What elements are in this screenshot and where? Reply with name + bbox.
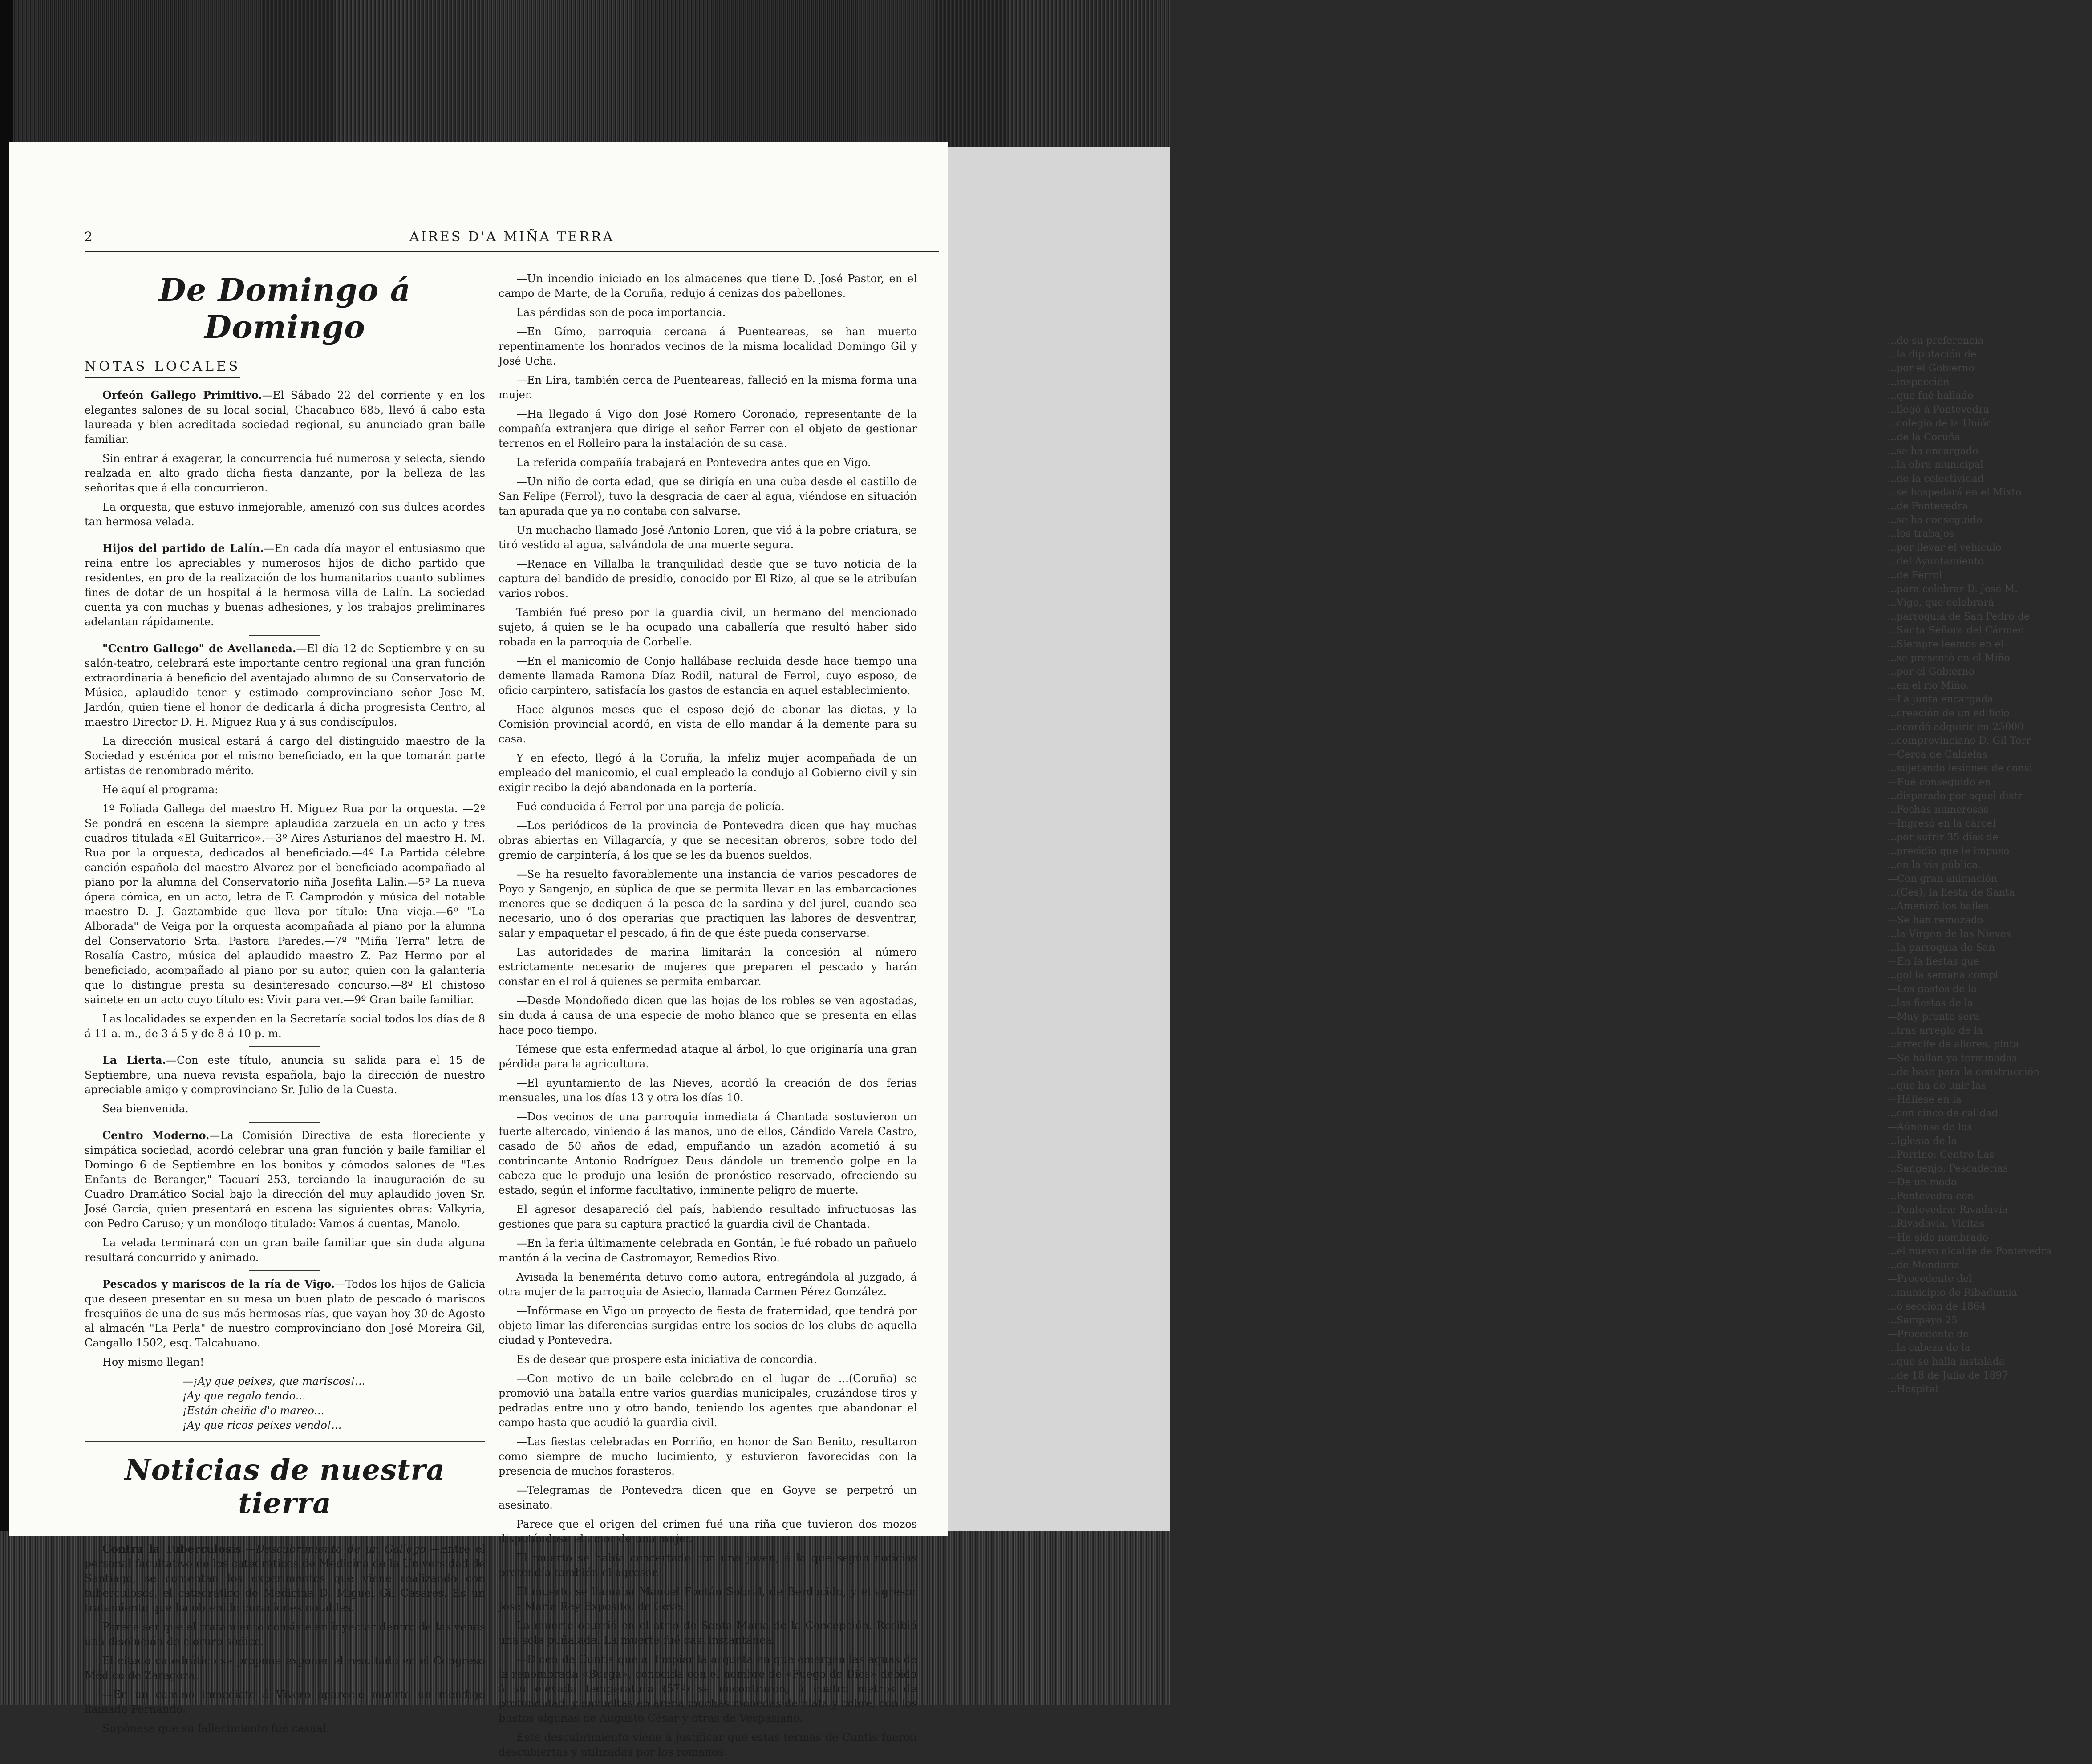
paragraph: Fué conducida á Ferrol por una pareja de policía. [516,800,785,813]
adjacent-page-line: —Hállese en la [1887,1094,1962,1105]
adjacent-page-strip [939,147,2052,1531]
adjacent-page-line: ...que se halla instalada [1887,1356,2005,1367]
article-centro-moderno [85,1128,485,1231]
article-lede: Orfeón Gallego Primitivo. [102,389,262,401]
header-rule [85,251,939,252]
section-title-domingo: De Domingo á Domingo [159,272,411,345]
adjacent-page-line: ...Fechas numerosas [1887,804,1989,815]
adjacent-page-line: —Fué conseguido en [1887,777,1991,788]
paragraph: Hoy mismo llegan! [102,1356,204,1368]
adjacent-page-line: ...Santa Señora del Cármen [1887,625,2025,636]
article-lede: "Centro Gallego" de Avellaneda. [102,642,296,655]
divider [249,635,320,636]
divider [249,1046,320,1047]
adjacent-page-line: ...Vigo, que celebrará [1887,597,1994,608]
adjacent-page-line: ...Amenizó los bailes [1887,901,1989,912]
article-lede: Hijos del partido de Lalín. [102,542,264,555]
paragraph: —Telegramas de Pontevedra dicen que en Goyve se perpetró un asesinato. [499,1484,917,1511]
paragraph: —Renace en Villalba la tranquilidad desde que se tuvo noticia de la captura del bandido de presidio, conocido por El Rizo, al que se le atribuían varios robos. [499,558,917,600]
left-column [85,272,485,1740]
divider [249,1122,320,1123]
adjacent-page-line: ...de Pontevedra [1887,501,1968,512]
article-pescados [85,1277,485,1350]
adjacent-page-line: ...Rivadavia, Vicitas [1887,1218,1985,1229]
adjacent-page-line: ...Hospital [1887,1384,1938,1395]
adjacent-page-line: ...que ha de unir las [1887,1080,1986,1091]
paragraph: Témese que esta enfermedad ataque al árbol, lo que originaría una gran pérdida para la agricultura. [499,1043,917,1070]
article-lierta [85,1053,485,1097]
article-text: —Con este título, anuncia su salida para el 15 de Septiembre, una nueva revista española, bajo la dirección de nuestro apreciable amigo y comprovinciano Sr. Julio de la Cuesta. [85,1054,486,1096]
adjacent-page-line: —Se han remozado [1887,915,1983,926]
adjacent-page-line: ...para celebrar D. José M. [1887,584,2018,595]
adjacent-page-line: ...la cabeza de la [1887,1342,1970,1354]
paragraph: —Ha llegado á Vigo don José Romero Coronado, representante de la compañía extranjera que dirige el señor Ferrer con el objeto de gestionar terrenos en el Rolleiro para la instalación de su casa. [499,408,917,450]
article-lede: Pescados y mariscos de la ría de Vigo. [102,1277,335,1290]
paragraph: —En el manicomio de Conjo hallábase recluida desde hace tiempo una demente llamada Ramona Díaz Rodil, natural de Ferrol, cuyo esposo, de oficio carpintero, satisfacía los gastos de estancia en aquel establecimiento. [499,655,917,697]
paragraph: La muerte ocurrió en el atrio de Santa María de la Concepción. Recibió una sola puñalada. La muerte fué casi instantánea. [499,1619,917,1646]
paragraph: —Los periódicos de la provincia de Pontevedra dicen que hay muchas obras abiertas en Villagarcía, y que se necesitan obreros, sobre todo del gremio de carpintería, á los que se les da buenos sueldos. [499,819,917,861]
paragraph: Parece que el origen del crimen fué una riña que tuvieron dos mozos disputándose el amor de una mujer. [499,1518,917,1545]
article-text: —El Sábado 22 del corriente y en los elegantes salones de su local social, Chacabuco 685, llevó á cabo esta laureada y bien acreditada sociedad regional, su anunciado gran baile familiar. [85,389,486,446]
article-tuberculosis [85,1541,485,1615]
adjacent-page-line: ...Porrino: Centro Las [1887,1149,1995,1160]
adjacent-page-line: —Aúnense de los [1887,1122,1972,1133]
article-lede: Contra la Tuberculosis. [102,1542,245,1555]
section-title-noticias: Noticias de nuestra tierra [125,1453,445,1520]
adjacent-page-line: ...por el Gobierno [1887,666,1974,677]
adjacent-page-line: ...creación de un edificio [1887,708,2010,719]
adjacent-page-line: ...en la vía pública. [1887,860,1981,871]
article-lede: Centro Moderno. [102,1129,210,1142]
adjacent-page-line: ...las fiestas de la [1887,998,1973,1009]
paragraph: —Desde Mondoñedo dicen que las hojas de los robles se ven agostadas, sin duda á causa de una especie de moho blanco que se presenta en ellas hace poco tiempo. [499,994,917,1036]
adjacent-page-line: ...la Virgen de las Nieves [1887,929,2011,940]
paragraph: —En la feria últimamente celebrada en Gontán, le fué robado un pañuelo mantón á la vecina de Castromayor, Remedios Rivo. [499,1237,917,1264]
paragraph: La referida compañía trabajará en Pontevedra antes que en Vigo. [516,456,871,469]
page-number: 2 [85,229,93,244]
adjacent-page-line: —Ha sido nombrado [1887,1232,1989,1243]
adjacent-page-line: —Se hallan ya terminadas [1887,1053,2017,1064]
paragraph: La dirección musical estará á cargo del distinguido maestro de la Sociedad y escénica por el mismo beneficiado, en la que tomarán parte artistas de renombrado mérito. [85,735,485,777]
adjacent-page-line: ...presidio que le impuso [1887,846,2010,857]
adjacent-page-line: ...de 18 de Julio de 1897 [1887,1370,2008,1381]
adjacent-page-line: ...arrecife de aliores, pinta [1887,1039,2019,1050]
adjacent-page-line: ...(Ces), la fiesta de Santa [1887,887,2015,898]
divider [249,1270,320,1271]
adjacent-page-line: ...de Ferrol [1887,570,1942,581]
adjacent-page-line: ...por llevar el vehículo [1887,542,2002,553]
paragraph: —En Gímo, parroquia cercana á Puenteareas, se han muerto repentinamente los honrados vecinos de la misma localidad Domingo Gil y José Ucha. [499,325,917,367]
article-lalin [85,541,485,629]
adjacent-page-line: ...inspección [1887,377,1950,388]
paragraph: —Un incendio iniciado en los almacenes que tiene D. José Pastor, en el campo de Marte, de la Coruña, redujo á cenizas dos pabellones. [499,272,917,300]
paragraph: Sin entrar á exagerar, la concurrencia fué numerosa y selecta, siendo realzada en alto grado dicha fiesta danzante, por la belleza de las señoritas que á ella concurrieron. [85,452,485,494]
adjacent-page-text [1887,334,2092,1536]
adjacent-page-line: —Procedente de [1887,1329,1969,1340]
paragraph: Sea bienvenida. [102,1103,189,1115]
paragraph: Supónese que su fallecimiento fué casual. [102,1722,330,1735]
adjacent-page-line: ...gol la semana compl [1887,970,1999,981]
adjacent-page-line: ...parroquia de San Pedro de [1887,611,2030,622]
paragraph: —Dos vecinos de una parroquia inmediata á Chantada sostuvieron un fuerte altercado, viniendo á las manos, uno de ellos, Cándido Varela Castro, casado de 50 años de edad, empuñando un azadón acometió á su contrincante Antonio Rodríguez Deus dándole un tremendo golpe en la cabeza que le produjo una lesión de pronóstico reservado, ofreciendo su estado, según el informe facultativo, inminente peligro de muerte. [499,1111,917,1196]
paragraph: —Dicen de Cuntis que al limpiar la arqueta en que emergen las aguas de la renombrada «Burga», conocida con el nombre de «Fuego de Dios» debido á su elevada temperatura (57º) se encontraron, á cuatro metros de profundidad, y envueltas en arena muchas monedas de plata y cobre, con los bustos algunas de Augusto César y otras de Vespasiano. [499,1653,917,1724]
paragraph: Hace algunos meses que el esposo dejó de abonar las dietas, y la Comisión provincial acordó, en vista de ello mandar á la demente para su casa. [499,703,917,745]
adjacent-page-line: ...colegio de la Unión [1887,418,1993,429]
verse-line: ¡Ay que ricos peixes vendo!... [182,1419,342,1431]
adjacent-page-line: —Los gastos de la [1887,984,1977,995]
paragraph: —Se ha resuelto favorablemente una instancia de varios pescadores de Poyo y Sangenjo, en súplica de que se permita llevar en las embarcaciones menores que se dediquen á la pesca de la sardina y del jurel, cuando sea necesario, uno ó dos operarias que practiquen las labores de desventrar, salar y empaquetar el pescado, á fin de que éste pueda conservarse. [499,868,917,939]
paragraph: —Un niño de corta edad, que se dirigía en una cuba desde el castillo de San Felipe (Ferrol), tuvo la desgracia de caer al agua, viéndose en situación tan apurada que ya no contaba con salvarse. [499,475,917,517]
adjacent-page-line: ...de Mondariz [1887,1260,1959,1271]
paragraph: —En un camino inmediato á Vivero apareció muerto un mendigo llamado Fernando. [85,1688,485,1715]
paragraph: La velada terminará con un gran baile familiar que sin duda alguna resultará concurrido y animado. [85,1237,485,1264]
article-lede: La Lierta. [102,1054,166,1067]
adjacent-page-line: ...tras arreglo de la [1887,1025,1983,1036]
adjacent-page-line: ...sujetando lesiones de consi [1887,763,2032,774]
adjacent-page-line: ...los trabajos [1887,528,1954,539]
adjacent-page-line: —En la fiestas que [1887,956,1979,967]
paragraph: El muerto se había concertado con una joven, á la que según noticias pretendía también el agresor. [499,1552,917,1579]
paragraph: Y en efecto, llegó á la Coruña, la infeliz mujer acompañada de un empleado del manicomio, el cual empleado la condujo al Gobierno civil y sin exigir recibo la dejó abandonada en la portería. [499,752,917,794]
adjacent-page-line: ...por el Gobierno [1887,363,1974,374]
paragraph: —El ayuntamiento de las Nieves, acordó la creación de dos ferias mensuales, una los días 13 y otra los días 10. [499,1077,917,1104]
paragraph: —Las fiestas celebradas en Porriño, en honor de San Benito, resultaron como siempre de mucho lucimiento, y estuvieron favorecidas con la presencia de muchos forasteros. [499,1436,917,1477]
adjacent-page-line: ...de base para la construcción [1887,1067,2040,1078]
article-text: —Todos los hijos de Galicia que deseen presentar en su mesa un buen plato de pescado ó mariscos fresquiños de una de sus más hermosas rías, que vayan hoy 30 de Agosto al almacén "La Perla" de nuestro comprovinciano don José Moreira Gil, Cangallo 1502, esq. Talcahuano. [85,1278,485,1349]
adjacent-page-line: ...Sampayo 25 [1887,1315,1958,1326]
paragraph: 1º Foliada Gallega del maestro H. Miguez Rua por la orquesta. —2º Se pondrá en escena la siempre aplaudida zarzuela en un acto y tres cuadros titulada «El Guitarrico».—3º Aires Asturianos del maestro H. M. Rua por la orquesta, dedicados al beneficiado.—4º La Partida célebre canción española del maestro Alvarez por el beneficiado acompañado al piano por la alumna del Conservatorio niña Josefita Lalin.—5º La nueva ópera cómica, en un acto, letra de F. Camprodón y música del notable maestro D. J. Gaztambide que lleva por título: Una vieja.—6º "La Alborada" de Veiga por la orquesta acompañada al piano por la alumna del Conservatorio Srta. Pastora Paredes.—7º "Miña Terra" letra de Rosalía Castro, música del aplaudido maestro Z. Paz Hermo por el beneficiado, acompañado al piano por su autor, quien con la galantería que lo distingue presta su desinteresado concurso.—8º El chistoso sainete en un acto cuyo título es: Vivir para ver.—9º Gran baile familiar. [85,803,485,1006]
adjacent-page-line: ...se ha encargado [1887,446,1978,457]
paragraph: Las autoridades de marina limitarán la concesión al número estrictamente necesario de mujeres que preparen el pescado y harán constar en el rol á quienes se permita embarcar. [499,946,917,988]
paragraph: Las pérdidas son de poca importancia. [516,306,726,319]
adjacent-page-line: —Cerca de Caldelas [1887,749,1987,760]
adjacent-page-line: ...de la Coruña [1887,432,1961,443]
adjacent-page-line: ...Iglesia de la [1887,1135,1957,1147]
adjacent-page-line: ...se presentó en el Miño [1887,653,2010,664]
adjacent-page-line: —Muy pronto sera [1887,1011,1980,1022]
adjacent-page-line: ...comprovinciano D. Gil Torr [1887,735,2031,746]
verse [182,1374,485,1433]
adjacent-page-line: ...disparado por aquel distr [1887,791,2023,802]
adjacent-page-line: ...con cinco de calidad [1887,1108,1998,1119]
adjacent-page-line: ...el nuevo alcalde de Pontevedra [1887,1246,2052,1257]
adjacent-page-line: ...Siempre leemos en el [1887,639,2004,650]
paragraph: El muerto se llamaba Manuel Fontán Sobral, de Berducido, y el agresor José María Rey Expósito, de Geve. [499,1586,917,1613]
adjacent-page-line: ...la obra municipal [1887,459,1983,470]
verse-line: ¡Están cheiña d'o mareo... [182,1404,324,1417]
adjacent-page-line: ...municipio de Ribadumia [1887,1287,2018,1298]
paragraph: La orquesta, que estuvo inmejorable, amenizó con sus dulces acordes tan hermosa velada. [85,501,485,528]
adjacent-page-line: —Procedente del [1887,1273,1972,1285]
section-heading-notas-locales: NOTAS LOCALES [85,359,240,378]
adjacent-page-line: ...de su preferencia [1887,335,1984,346]
adjacent-page-line: ...Sangenjo, Pescaderias [1887,1163,2008,1174]
article-avellaneda [85,641,485,730]
article-text: —Entre el personal facultativo de los catedráticos de Medicina de la Universidad de Santiago, se comentan los experimentos que viene realizando con tuberculosos, el catedrático de Medicina D. Miguel Gil Casares. Es un tratamiento que ha obtenido curaciones notables. [85,1543,485,1614]
adjacent-page-line: —La junta encargada [1887,694,1994,705]
paragraph: También fué preso por la guardia civil, un hermano del mencionado sujeto, á quien se le ha ocupado una caballería que resultó haber sido robada en la parroquia de Corbelle. [499,606,917,648]
article-text: —El día 12 de Septiembre y en su salón-teatro, celebrará este importante centro regional una gran función extraordinaria á beneficio del aventajado alumno de su Conservatorio de Música, aplaudido tenor y estimado comprovinciano señor Jose M. Jardón, quien tiene el honor de dedicarla á dicha progresista Centro, al maestro Director D. H. Miguez Rua y á sus condiscípulos. [85,642,485,728]
section-divider [85,1441,485,1442]
adjacent-page-line: ...que fué hallado [1887,390,1974,401]
paragraph: Es de desear que prospere esta iniciativa de concordia. [516,1353,817,1366]
paragraph: Este descubrimiento viene á justificar que estas termas de Cuntis fueron descubiertas y utilizadas por los romanos. [499,1731,917,1758]
article-orfeon [85,388,485,447]
scan-border-top [0,0,1170,147]
page-header [85,229,939,256]
paragraph: El agresor desapareció del país, habiendo resultado infructuosas las gestiones que para su captura practicó la guardia civil de Chantada. [499,1203,917,1230]
adjacent-page-line: —Ingresó en la cárcel [1887,818,1996,829]
adjacent-page-line: ...en el río Miño. [1887,680,1969,691]
newspaper-page [9,142,948,1758]
paragraph: —En Lira, también cerca de Puenteareas, falleció en la misma forma una mujer. [499,374,917,401]
adjacent-page-line: ...la parroquia de San [1887,942,1995,953]
adjacent-page-line: —De un modo [1887,1177,1957,1188]
adjacent-page-line: ...se ha conseguido [1887,515,1983,526]
paragraph: Un muchacho llamado José Antonio Loren, que vió á la pobre criatura, se tiró vestido al agua, salvándola de una muerte segura. [499,524,917,551]
adjacent-page-line: ...acordó adquirir en 25000 [1887,722,2024,733]
adjacent-page-line: ...del Ayuntamiento [1887,556,1984,567]
verse-line: ¡Ay que regalo tendo... [182,1390,306,1402]
paragraph: Avisada la benemérita detuvo como autora, entregándola al juzgado, á otra mujer de la parroquia de Asiecio, llamada Carmen Pérez González. [499,1271,917,1298]
adjacent-page-line: ...llegó á Pontevedra [1887,404,1989,415]
adjacent-page-line: ...Pontevedra con [1887,1191,1974,1202]
running-title: AIRES D'A MIÑA TERRA [409,229,615,245]
paragraph: El citado catedrático se propone exponer el resultado en el Congreso Médico de Zaragoza. [85,1655,485,1682]
paragraph: —Con motivo de un baile celebrado en el lugar de ...(Coruña) se promovió una batalla entre varios guardias municipales, cruzándose tiros y pedradas entre uno y otro bando, teniendo los agentes que abandonar el campo hasta que acudió la guardia civil. [499,1372,917,1429]
adjacent-page-line: ...se hospedará en el Mixto [1887,487,2022,498]
article-text: —La Comisión Directiva de esta floreciente y simpática sociedad, acordó celebrar una gran función y baile familiar el Domingo 6 de Septiembre en los bonitos y cómodos salones de "Les Enfants de Beranger," Tacuarí 253, terciando la inauguración de su Cuadro Dramático Social bajo la dirección del muy aplaudido joven Sr. José García, quien presentará en escena las siguientes obras: Valkyria, con Pedro Caruso; y un monólogo titulado: Vamos á cuentas, Manolo. [85,1129,485,1230]
adjacent-page-line: —Con gran animación [1887,873,1998,884]
adjacent-page-line: ...Pontevedra: Rivadavia [1887,1204,2008,1216]
paragraph: He aquí el programa: [102,783,219,796]
paragraph: Parece ser que el tratamiento consiste en inyectar dentro de las venas una disolución de cloruro sódico. [85,1621,485,1648]
article-subtitle: —Descubrimiento de un Gallego. [245,1543,430,1555]
article-text: —En cada día mayor el entusiasmo que reina entre los apreciables y numerosos hijos de dicho partido que residentes, en pro de la realización de los humanitarios cuanto sublimes fines de dotar de un hospital á la hermosa villa de Lalín. La sociedad cuenta ya con muchas y buenas adhesiones, y los trabajos preliminares adelantan rápidamente. [85,542,485,628]
adjacent-page-line: ...ó sección de 1864 [1887,1301,1986,1312]
paragraph: Las localidades se expenden en la Secretaría social todos los días de 8 á 11 a. m., de 3 á 5 y de 8 á 10 p. m. [85,1013,485,1040]
right-column [499,272,917,1764]
adjacent-page-line: ...de la colectividad [1887,473,1984,484]
adjacent-page-line: ...por sufrir 35 días de [1887,832,1999,843]
paragraph: —Infórmase en Vigo un proyecto de fiesta de fraternidad, que tendrá por objeto limar las diferencias surgidas entre los socios de los clubs de aquella ciudad y Pontevedra. [499,1305,917,1346]
verse-line: —¡Ay que peixes, que mariscos!... [182,1375,365,1387]
adjacent-page-line: ...la diputación de [1887,349,1977,360]
